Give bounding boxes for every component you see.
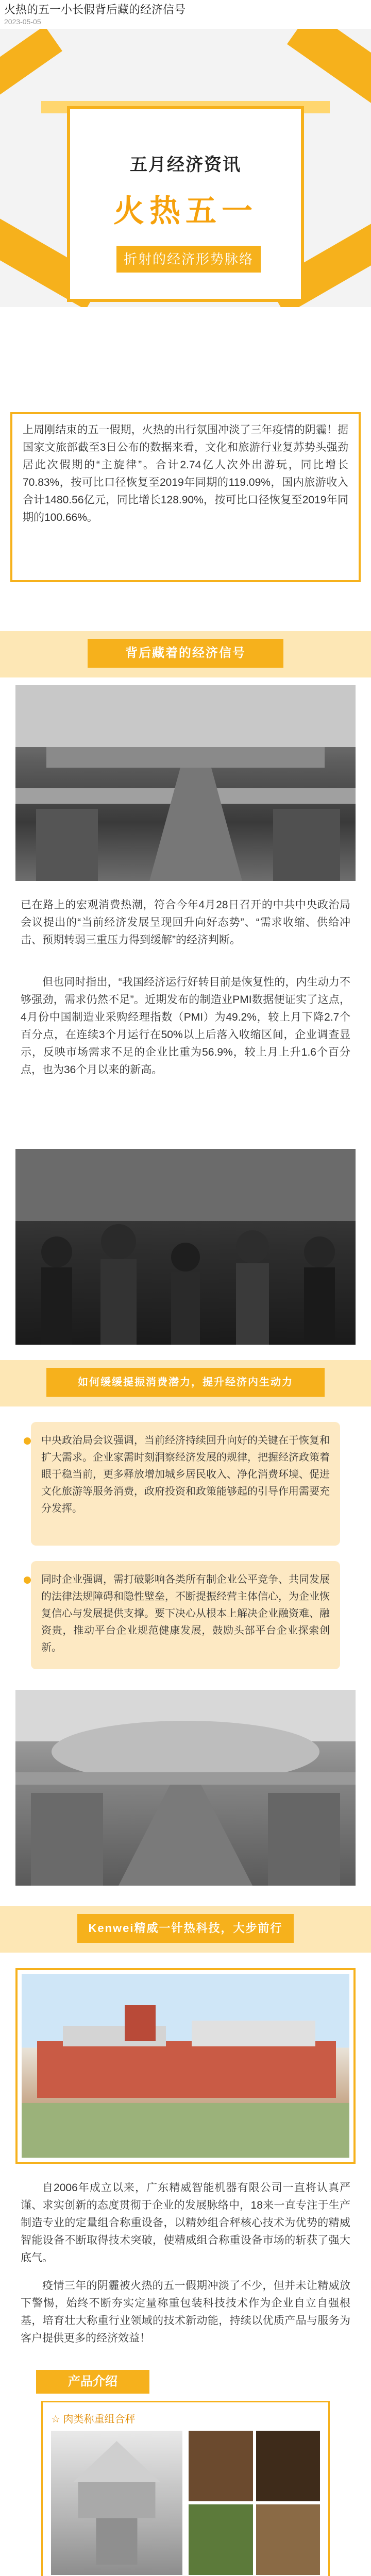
- product-card-1: [41, 2401, 330, 2576]
- section3-banner: Kenwei精威一针热科技，大步前行: [77, 1914, 294, 1943]
- section3-para1: 自2006年成立以来，广东精威智能机器有限公司一直将认真严谨、求实创新的态度贯彻于企业的发展脉络中，18来一直专注于生产制造专业的定量组合称重设备，以精妙组合秤核心技术为优势的精威智能设备不断取得技术突破，使精威组合称重设备市场的斩获了强大底气。: [21, 2182, 350, 2264]
- mall-photo: [15, 685, 356, 881]
- intro-box: [10, 412, 361, 582]
- hero-main-title: 火热五一: [113, 194, 258, 228]
- bullet-text-2: 同时企业强调，需打破影响各类所有制企业公平竞争、共同发展的法律法规障碍和隐性壁垒，不断提振经营主体信心，为企业恢复信心与发展提供支撑。要下决心从根本上解决企业融资难、融资贵，推动平台企业规范健康发展，鼓励头部平台企业探索创新。: [41, 1574, 330, 1653]
- mall-interior-photo: [15, 1690, 356, 1886]
- sample-image: [189, 2431, 253, 2501]
- bullet-card-1: [31, 1422, 340, 1546]
- factory-photo: [15, 1968, 356, 2164]
- article-title: 火热的五一小长假背后藏的经济信号: [4, 3, 186, 16]
- hero-banner: [0, 29, 371, 307]
- section1-para1: 已在路上的宏观消费热潮，符合今年4月28日召开的中共中央政治局会议提出的“当前经济发展呈现回升向好态势”、“需求收缩、供给冲击、预期转弱三重压力得到缓解”的经济判断。: [21, 899, 350, 946]
- crowd-illustration: [15, 1149, 356, 1345]
- hero-tag: 折射的经济形势脉络: [116, 246, 261, 273]
- hero-subtitle: 五月经济资讯: [130, 155, 241, 175]
- mall-illustration: [15, 685, 356, 881]
- mall-interior-illustration: [15, 1690, 356, 1886]
- crowd-photo: [15, 1149, 356, 1345]
- bullet-card-2: [31, 1561, 340, 1669]
- product-title-1: ☆ 肉类称重组合秤: [51, 2414, 136, 2425]
- article-date: 2023-05-05: [4, 18, 41, 26]
- section2-banner: 如何缓缓提振消费潜力，提升经济内生动力: [46, 1368, 325, 1397]
- weigher-machine-image: [51, 2431, 182, 2575]
- bullet-text-1: 中央政治局会议强调，当前经济持续回升向好的关键在于恢复和扩大需求。企业家需时刻洞察经济发展的规律，把握经济政策着眼于稳当前，更多释放增加城乡居民收入、净化消费环境、促进文化旅游等服务消费，政府投资和政策能够起的引导作用需要充分发挥。: [41, 1435, 330, 1514]
- section1-banner: 背后藏着的经济信号: [88, 639, 283, 668]
- hero-frame: [67, 106, 304, 302]
- product-sample-grid-1: [189, 2431, 320, 2575]
- sample-image: [256, 2431, 321, 2501]
- section1-para2: 但也同时指出，“我国经济运行好转目前是恢复性的，内生动力不够强劲，需求仍然不足”。近期发布的制造业PMI数据便证实了这点，4月份中国制造业采购经理指数（PMI）为49.2%，较上月下降2.7个百分点，在连续3个月运行在50%以上后落入收缩区间，企业调查显示，反映市场需求不足的企业比重为56.9%，较上月上升1.6个百分点，也为36个月以来的新高。: [21, 976, 350, 1076]
- section3-para2: 疫情三年的阴霾被火热的五一假期冲淡了不少，但并未让精威放下警惕，始终不断夯实定量称重包装科技技术作为企业自立自强根基，培育壮大称重行业领域的技术新动能，持续以优质产品与服务为客户提供更多的经济效益！: [21, 2280, 350, 2344]
- factory-illustration: [22, 1974, 349, 2158]
- intro-text: 上周刚结束的五一假期，火热的出行氛围冲淡了三年疫情的阴霾！据国家文旅部截至3日公布的数据来看，文化和旅游行业复苏势头强劲居此次假期的“主旋律”。合计2.74亿人次外出游玩，同比增长70.83%，按可比口径恢复至2019年同期的119.09%，国内旅游收入合计1480.56亿元，同比增长128.90%，按可比口径恢复至2019年同期的100.66%。: [23, 424, 348, 523]
- products-label: 产品介绍: [36, 2370, 149, 2394]
- sample-image: [189, 2504, 253, 2575]
- product-images-1: [51, 2431, 320, 2575]
- sample-image: [256, 2504, 321, 2575]
